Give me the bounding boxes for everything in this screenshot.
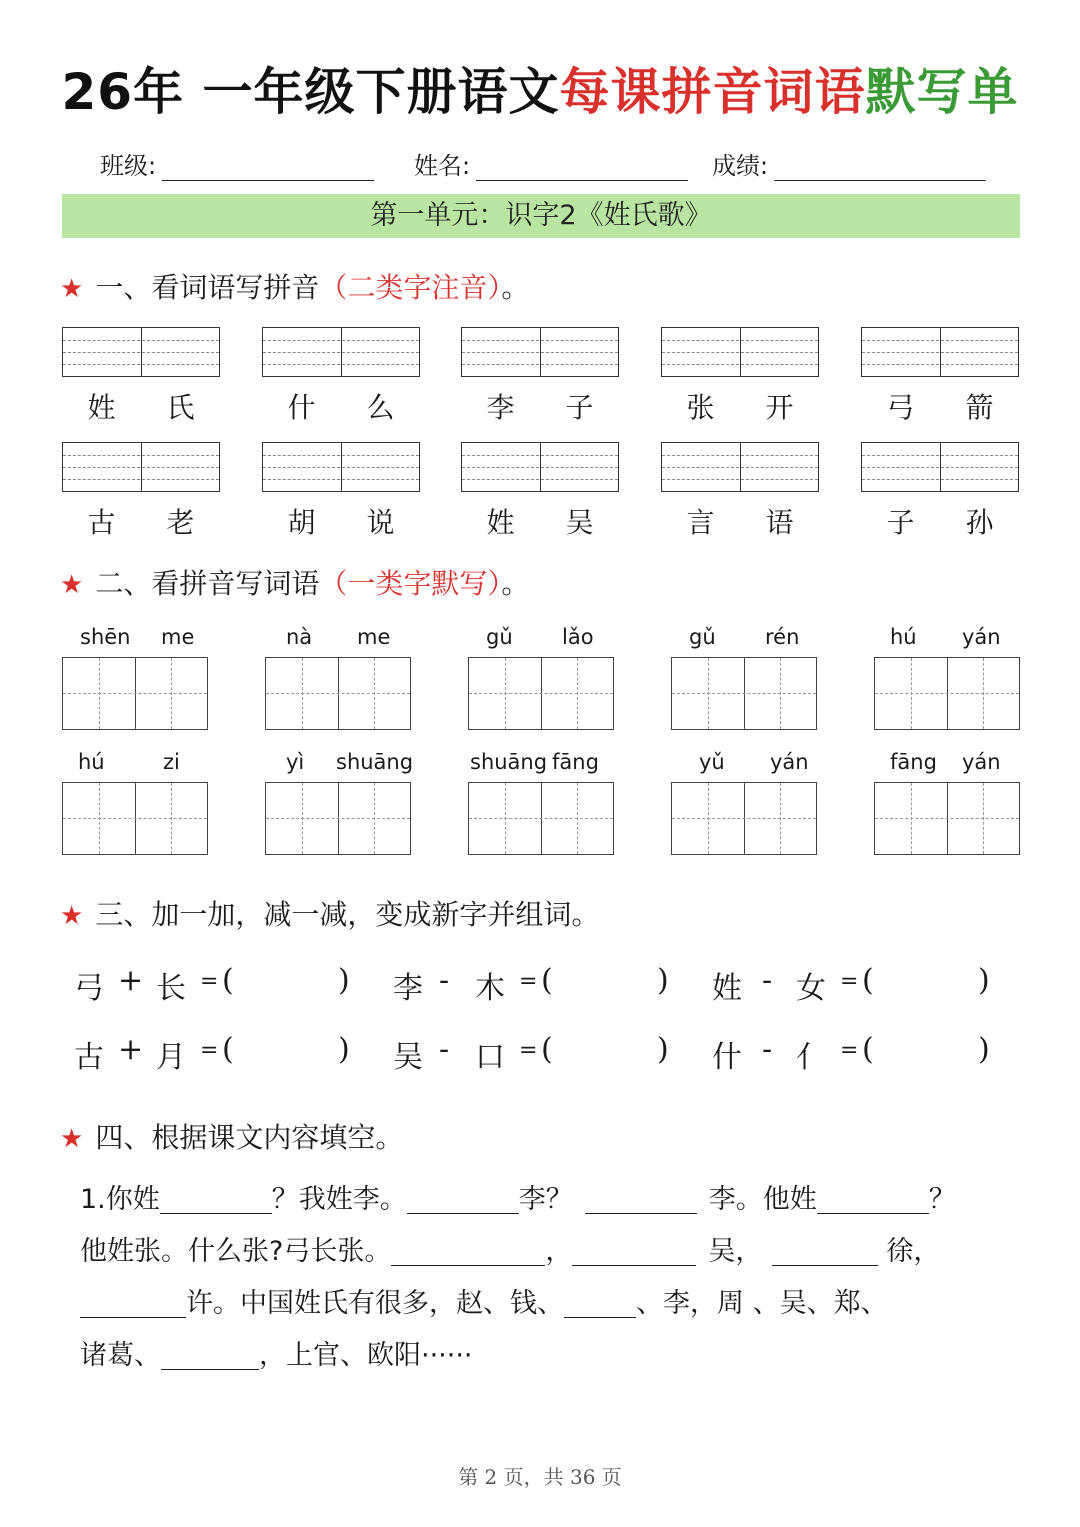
fill-text: 徐， <box>886 1236 941 1267</box>
fill-line-2 <box>80 1226 1010 1278</box>
page-number: 第 2 页，共 36 页 <box>458 1465 622 1489</box>
pinyin-label: shuāng <box>336 750 414 774</box>
pinyin-label: hú <box>78 750 105 774</box>
word-char: 弓 <box>886 391 915 424</box>
word-char: 老 <box>166 506 195 539</box>
pinyin-label: yǔ <box>699 750 725 774</box>
section1-end: 。 <box>501 271 530 304</box>
eq-left-paren: ( <box>222 963 234 998</box>
name-field[interactable] <box>414 146 688 181</box>
tianzige-writing-box[interactable] <box>265 657 411 730</box>
eq-equals: = <box>200 969 219 994</box>
tianzige-writing-box[interactable] <box>874 782 1020 855</box>
tianzige-writing-box[interactable] <box>874 657 1020 730</box>
eq-operator: - <box>762 1032 773 1067</box>
score-field[interactable] <box>712 146 986 181</box>
section4-heading <box>60 1116 403 1156</box>
eq-equals: = <box>519 1038 538 1063</box>
pinyin-label: shuāng <box>470 750 548 774</box>
eq-char: 吴 <box>393 1040 423 1075</box>
eq-char: 弓 <box>74 971 104 1006</box>
tianzige-writing-box[interactable] <box>468 782 614 855</box>
title-part-lesson: 每课拼音词语 <box>559 63 866 121</box>
eq-char: 李 <box>393 971 423 1006</box>
unit-banner: 第一单元：识字2《姓氏歌》 <box>62 194 1020 238</box>
fill-text: 诸葛、 <box>80 1340 161 1371</box>
eq-equals: = <box>519 969 538 994</box>
eq-char: 口 <box>475 1040 505 1075</box>
pinyin-writing-box[interactable] <box>262 327 420 377</box>
tianzige-writing-box[interactable] <box>671 782 817 855</box>
eq-char: 长 <box>156 971 186 1006</box>
star-icon: ★ <box>60 570 84 600</box>
pinyin-label: me <box>161 625 195 649</box>
pinyin-label: zi <box>163 750 180 774</box>
pinyin-label: yán <box>962 625 1001 649</box>
pinyin-writing-box[interactable] <box>861 442 1019 492</box>
eq-char: 姓 <box>712 971 742 1006</box>
star-icon: ★ <box>60 274 84 304</box>
section3-title: 三、加一加，减一减，变成新字并组词。 <box>95 898 600 931</box>
fill-line-1 <box>80 1174 1010 1226</box>
eq-left-paren: ( <box>862 963 874 998</box>
eq-char: 什 <box>712 1040 742 1075</box>
eq-left-paren: ( <box>862 1032 874 1067</box>
class-blank[interactable] <box>162 150 374 181</box>
word-char: 古 <box>87 506 116 539</box>
pinyin-writing-box[interactable] <box>661 442 819 492</box>
pinyin-label: rén <box>765 625 800 649</box>
word-char: 箭 <box>965 391 994 424</box>
eq-right-paren: ) <box>338 963 350 998</box>
word-char: 么 <box>366 391 395 424</box>
section1-title: 一、看词语写拼音 <box>95 271 320 304</box>
fill-text: 、李，周 、吴、郑、 <box>636 1288 888 1319</box>
word-char: 说 <box>366 506 395 539</box>
class-label: 班级: <box>100 152 157 180</box>
section2-hint: （一类字默写） <box>319 567 502 600</box>
word-char: 开 <box>765 391 794 424</box>
tianzige-writing-box[interactable] <box>468 657 614 730</box>
fill-text: 他姓张。什么张?弓长张。 <box>80 1236 392 1267</box>
fill-blank[interactable] <box>585 1183 697 1214</box>
tianzige-writing-box[interactable] <box>265 782 411 855</box>
eq-operator: + <box>118 963 144 998</box>
fill-blank[interactable] <box>572 1235 696 1266</box>
section2-end: 。 <box>501 567 530 600</box>
pinyin-writing-box[interactable] <box>661 327 819 377</box>
eq-left-paren: ( <box>222 1032 234 1067</box>
title-part-sheet: 默写单 <box>865 63 1019 121</box>
word-char: 什 <box>287 391 316 424</box>
pinyin-label: nà <box>286 625 313 649</box>
pinyin-label: yì <box>286 750 305 774</box>
title-part-grade: 26年 一年级下册语文 <box>61 63 560 121</box>
pinyin-label: yán <box>770 750 809 774</box>
eq-right-paren: ) <box>978 1032 990 1067</box>
score-label: 成绩: <box>712 152 769 180</box>
pinyin-writing-box[interactable] <box>861 327 1019 377</box>
eq-char: 木 <box>475 971 505 1006</box>
page-title <box>0 52 1080 124</box>
eq-char: 月 <box>156 1040 186 1075</box>
fill-text: ？ <box>928 1184 956 1215</box>
pinyin-writing-box[interactable] <box>461 442 619 492</box>
section4-title: 四、根据课文内容填空。 <box>95 1121 404 1154</box>
word-char: 语 <box>765 506 794 539</box>
section1-heading <box>60 266 529 306</box>
eq-char: 女 <box>796 971 826 1006</box>
tianzige-writing-box[interactable] <box>62 782 208 855</box>
pinyin-label: gǔ <box>689 625 716 649</box>
star-icon: ★ <box>60 901 84 931</box>
word-char: 氏 <box>166 391 195 424</box>
word-char: 胡 <box>287 506 316 539</box>
eq-right-paren: ) <box>657 963 669 998</box>
word-char: 言 <box>686 506 715 539</box>
eq-equals: = <box>200 1038 219 1063</box>
pinyin-writing-box[interactable] <box>62 327 220 377</box>
word-char: 孙 <box>965 506 994 539</box>
eq-operator: - <box>439 1032 450 1067</box>
word-char: 姓 <box>87 391 116 424</box>
fill-text: 吴， <box>708 1236 763 1267</box>
star-icon: ★ <box>60 1124 84 1154</box>
pinyin-label: lǎo <box>562 625 594 649</box>
word-char: 张 <box>686 391 715 424</box>
section2-heading <box>60 562 529 602</box>
fill-text: 1.你姓 <box>80 1184 160 1215</box>
fill-blank[interactable] <box>407 1183 519 1214</box>
eq-char: 亻 <box>796 1040 826 1075</box>
fill-blank[interactable] <box>161 1339 259 1370</box>
eq-operator: - <box>439 963 450 998</box>
student-info-row <box>100 146 1010 186</box>
name-blank[interactable] <box>476 150 688 181</box>
eq-operator: + <box>118 1032 144 1067</box>
eq-equals: = <box>840 969 859 994</box>
fill-blank[interactable] <box>80 1287 186 1318</box>
fill-text: 李。他姓 <box>708 1184 817 1215</box>
eq-right-paren: ) <box>657 1032 669 1067</box>
pinyin-label: fāng <box>890 750 937 774</box>
pinyin-label: me <box>357 625 391 649</box>
tianzige-writing-box[interactable] <box>62 657 208 730</box>
fill-blank[interactable] <box>772 1235 878 1266</box>
class-field[interactable] <box>100 146 374 181</box>
eq-left-paren: ( <box>541 963 553 998</box>
fill-blank[interactable] <box>564 1287 636 1318</box>
fill-line-4 <box>80 1330 1010 1382</box>
tianzige-writing-box[interactable] <box>671 657 817 730</box>
eq-operator: - <box>762 963 773 998</box>
eq-char: 古 <box>74 1040 104 1075</box>
pinyin-label: fāng <box>552 750 599 774</box>
word-char: 子 <box>565 391 594 424</box>
fill-text: ？我姓李。 <box>271 1184 407 1215</box>
word-char: 吴 <box>565 506 594 539</box>
fill-blank[interactable] <box>817 1183 929 1214</box>
word-char: 姓 <box>486 506 515 539</box>
pinyin-label: hú <box>890 625 917 649</box>
section3-heading <box>60 893 599 933</box>
fill-blank[interactable] <box>391 1235 545 1266</box>
fill-text: 许。中国姓氏有很多，赵、钱、 <box>186 1288 564 1319</box>
pinyin-writing-box[interactable] <box>262 442 420 492</box>
fill-text: ， <box>545 1236 573 1267</box>
pinyin-writing-box[interactable] <box>62 442 220 492</box>
pinyin-writing-box[interactable] <box>461 327 619 377</box>
section2-title: 二、看拼音写词语 <box>95 567 320 600</box>
fill-text: 李？ <box>518 1184 573 1215</box>
fill-blank[interactable] <box>160 1183 272 1214</box>
section1-hint: （二类字注音） <box>319 271 502 304</box>
pinyin-label: shēn <box>80 625 131 649</box>
fill-text: ，上官、欧阳······ <box>259 1340 473 1371</box>
name-label: 姓名: <box>414 152 471 180</box>
fill-line-3 <box>80 1278 1010 1330</box>
pinyin-label: yán <box>962 750 1001 774</box>
word-char: 李 <box>486 391 515 424</box>
eq-right-paren: ) <box>338 1032 350 1067</box>
eq-left-paren: ( <box>541 1032 553 1067</box>
pinyin-label: gǔ <box>486 625 513 649</box>
word-char: 子 <box>886 506 915 539</box>
eq-right-paren: ) <box>978 963 990 998</box>
score-blank[interactable] <box>774 150 986 181</box>
eq-equals: = <box>840 1038 859 1063</box>
